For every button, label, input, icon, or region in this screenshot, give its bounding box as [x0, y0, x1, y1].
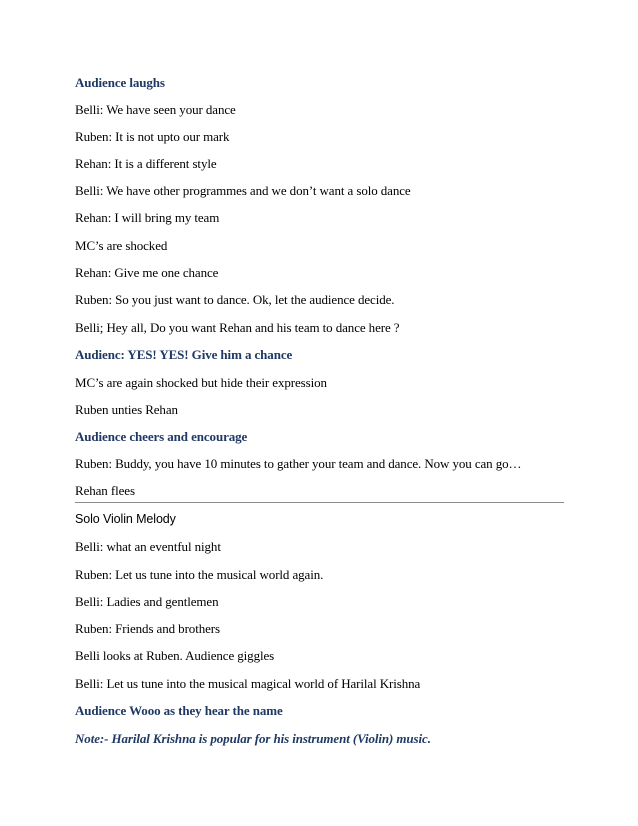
- dialogue-line: Belli looks at Ruben. Audience giggles: [75, 648, 275, 663]
- stage-direction-music: Solo Violin Melody: [75, 512, 176, 526]
- dialogue-line: Ruben: Friends and brothers: [75, 621, 220, 636]
- stage-direction-audience-cheers: Audience cheers and encourage: [75, 429, 248, 444]
- production-note: Note:- Harilal Krishna is popular for his instrument (Violin) music.: [75, 731, 431, 746]
- horizontal-divider: [75, 502, 564, 503]
- dialogue-line: Belli: Let us tune into the musical magical world of Harilal Krishna: [75, 676, 421, 691]
- stage-direction-audience-wooo: Audience Wooo as they hear the name: [75, 703, 283, 718]
- dialogue-line: MC’s are again shocked but hide their expression: [75, 375, 327, 390]
- dialogue-line: Belli; Hey all, Do you want Rehan and his team to dance here ?: [75, 320, 400, 335]
- dialogue-line: MC’s are shocked: [75, 238, 168, 253]
- dialogue-line: Belli: We have other programmes and we don’t want a solo dance: [75, 183, 411, 198]
- dialogue-line: Rehan: Give me one chance: [75, 265, 219, 280]
- dialogue-line: Belli: Ladies and gentlemen: [75, 594, 219, 609]
- dialogue-line: Belli: what an eventful night: [75, 539, 221, 554]
- dialogue-line: Ruben: Buddy, you have 10 minutes to gather your team and dance. Now you can go…: [75, 456, 522, 471]
- dialogue-line: Ruben: So you just want to dance. Ok, let the audience decide.: [75, 292, 395, 307]
- dialogue-line: Ruben: Let us tune into the musical world again.: [75, 567, 324, 582]
- dialogue-line: Rehan: It is a different style: [75, 156, 217, 171]
- dialogue-line: Ruben: It is not upto our mark: [75, 129, 230, 144]
- dialogue-line: Rehan: I will bring my team: [75, 210, 220, 225]
- stage-direction-audience-laughs: Audience laughs: [75, 75, 165, 90]
- dialogue-line: Rehan flees: [75, 483, 135, 498]
- dialogue-line: Belli: We have seen your dance: [75, 102, 236, 117]
- stage-direction-audience-response: Audienc: YES! YES! Give him a chance: [75, 347, 293, 362]
- dialogue-line: Ruben unties Rehan: [75, 402, 178, 417]
